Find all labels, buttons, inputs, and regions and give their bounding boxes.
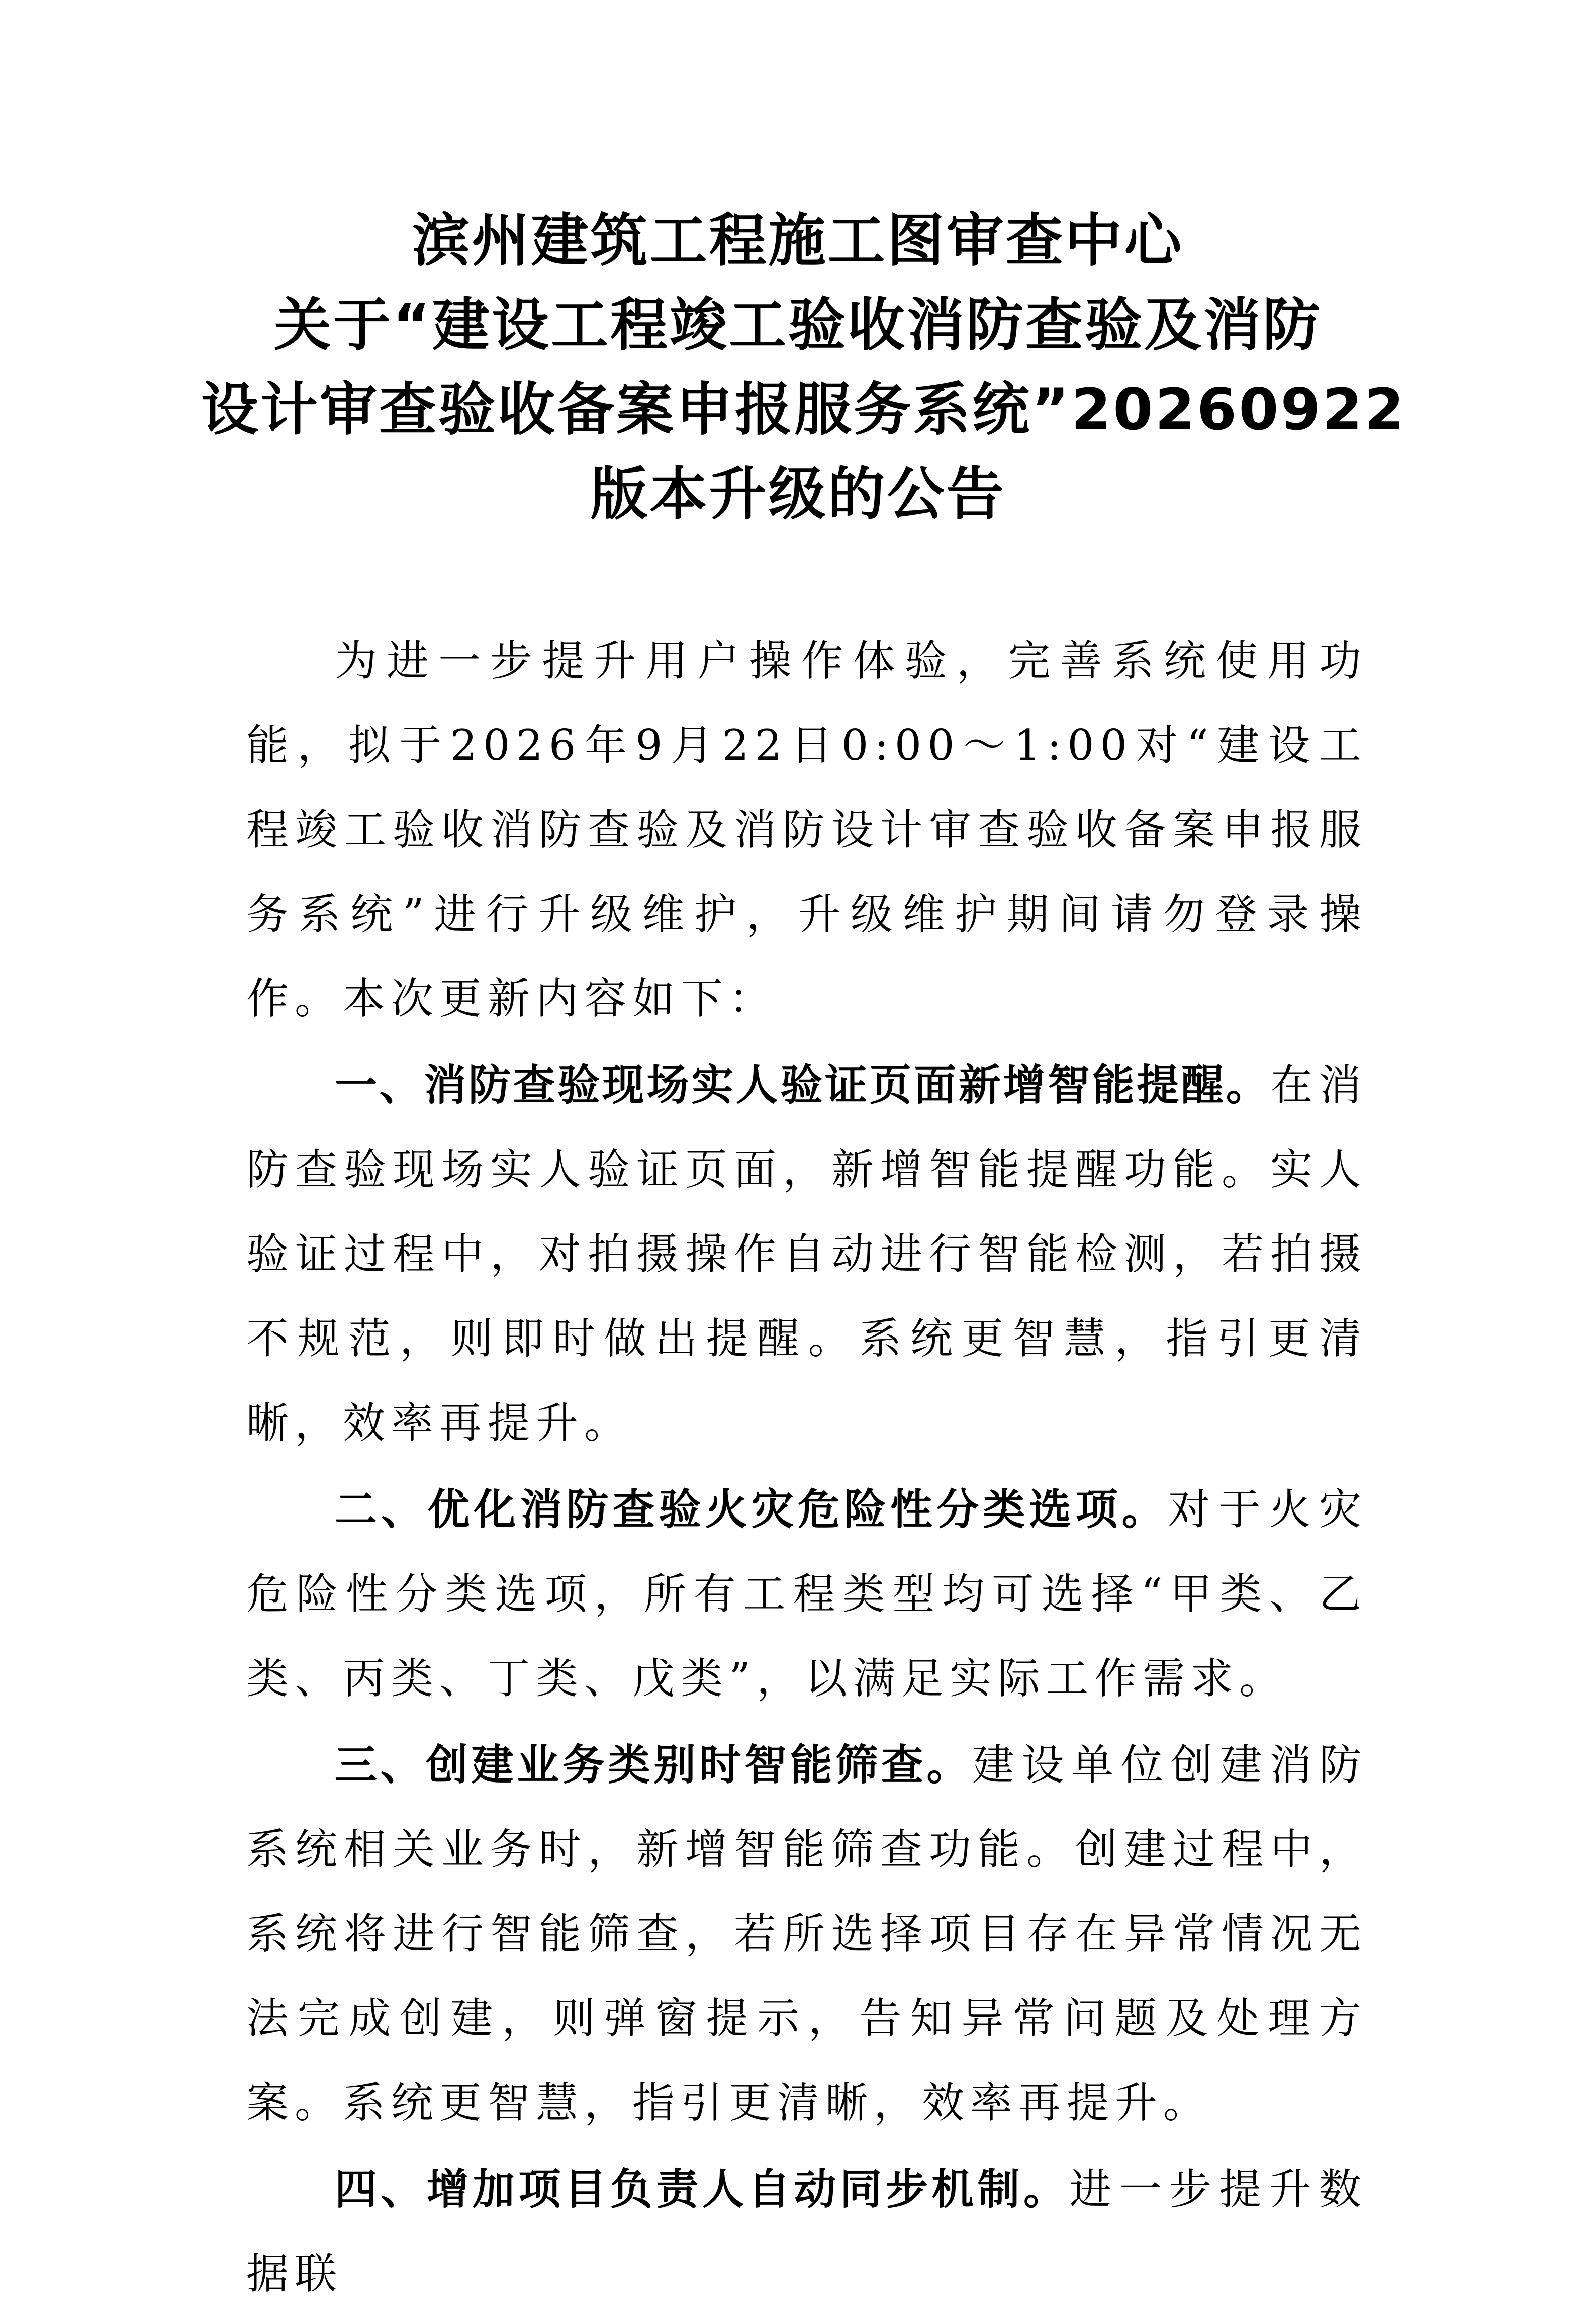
section-text-4: 进一步提升数据联 bbox=[246, 2165, 1367, 2298]
title-line-2: 关于“建设工程竣工验收消防查验及消防 bbox=[274, 292, 1322, 359]
section-heading-3: 三、创建业务类别时智能筛查。 bbox=[335, 1740, 972, 1790]
section-paragraph-1 bbox=[246, 1043, 1367, 1465]
section-heading-4: 四、增加项目负责人自动同步机制。 bbox=[335, 2165, 1070, 2214]
intro-paragraph: 为进一步提升用户操作体验，完善系统使用功能，拟于2026年9月22日0:00～1:00对“建设工程竣工验收消防查验及消防设计审查验收备案申报服务系统”进行升级维护，升级维护期间请勿登录操作。本次更新内容如下： bbox=[246, 636, 1367, 1023]
section-text-1: 在消防查验现场实人验证页面，新增智能提醒功能。实人验证过程中，对拍摄操作自动进行智能检测，若拍摄不规范，则即时做出提醒。系统更智慧，指引更清晰，效率再提升。 bbox=[246, 1060, 1367, 1448]
section-paragraph-2 bbox=[246, 1467, 1367, 1721]
title-line-1: 滨州建筑工程施工图审查中心 bbox=[412, 207, 1184, 274]
title-line-4: 版本升级的公告 bbox=[590, 461, 1006, 527]
document-title bbox=[201, 199, 1406, 537]
section-heading-2: 二、优化消防查验火灾危险性分类选项。 bbox=[335, 1485, 1168, 1534]
section-paragraph-4 bbox=[246, 2147, 1367, 2316]
section-text-3: 建设单位创建消防系统相关业务时，新增智能筛查功能。创建过程中，系统将进行智能筛查，若所选择项目存在异常情况无法完成创建，则弹窗提示，告知异常问题及处理方案。系统更智慧，指引更清晰，效率再提升。 bbox=[246, 1740, 1367, 2127]
title-line-3: 设计审查验收备案申报服务系统”20260922 bbox=[201, 376, 1406, 443]
section-text-2: 对于火灾危险性分类选项，所有工程类型均可选择“甲类、乙类、丙类、丁类、戊类”，以满足实际工作需求。 bbox=[246, 1485, 1367, 1703]
section-heading-1: 一、消防查验现场实人验证页面新增智能提醒。 bbox=[335, 1060, 1271, 1110]
section-paragraph-3 bbox=[246, 1723, 1367, 2145]
document-body bbox=[246, 618, 1367, 2316]
